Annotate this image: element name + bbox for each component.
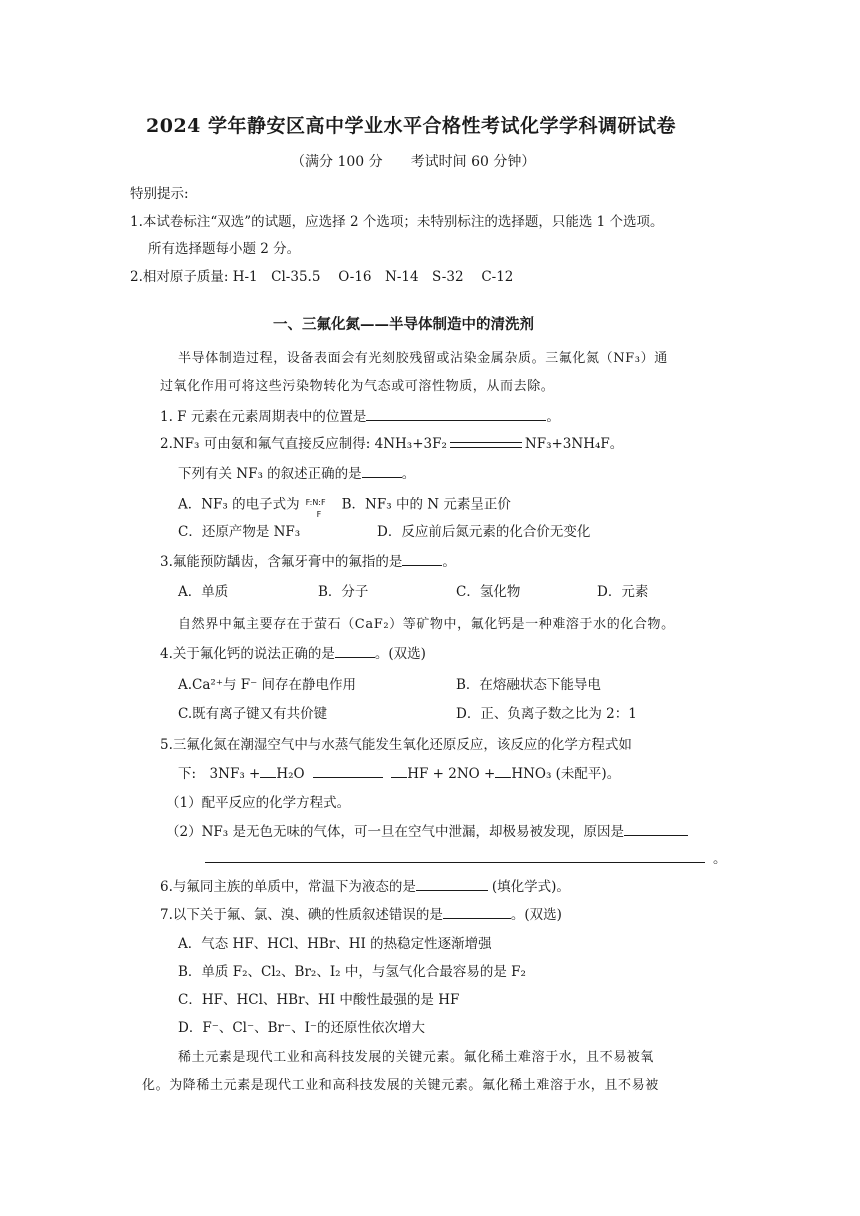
lewis-structure-icon xyxy=(304,492,338,518)
eq-end: HNO₃ (未配平)。 xyxy=(511,766,621,782)
question-7-end: 。(双选) xyxy=(510,907,562,923)
lewis-bottom: F xyxy=(316,510,322,519)
question-6-text: 6.与氟同主族的单质中，常温下为液态的是 xyxy=(160,879,416,895)
question-4-option-c[interactable]: C.既有离子键又有共价键 xyxy=(178,706,328,722)
section-intro-line-2: 过氧化作用可将这些污染物转化为气态或可溶性物质，从而去除。 xyxy=(160,379,555,394)
question-2-stem-text: 下列有关 NF₃ 的叙述正确的是 xyxy=(178,466,362,482)
question-2-options-ab xyxy=(178,492,511,518)
question-5-line-1: 5.三氟化氮在潮湿空气中与水蒸气能发生氧化还原反应，该反应的化学方程式如 xyxy=(160,737,632,753)
question-3-text: 3.氟能预防龋齿，含氟牙膏中的氟指的是 xyxy=(160,554,403,570)
closing-line-1: 稀土元素是现代工业和高科技发展的关键元素。氟化稀土难溶于水，且不易被氧 xyxy=(178,1050,655,1065)
section-heading: 一、三氟化氮——半导体制造中的清洗剂 xyxy=(273,316,534,333)
question-1 xyxy=(160,408,560,426)
question-3 xyxy=(160,553,456,571)
question-3-option-c[interactable]: C．氢化物 xyxy=(456,584,521,600)
question-4-text: 4.关于氟化钙的说法正确的是 xyxy=(160,646,335,662)
question-3-option-d[interactable]: D．元素 xyxy=(597,584,649,600)
question-3-option-a[interactable]: A．单质 xyxy=(178,584,229,600)
note-1-line-1: 1.本试卷标注“双选”的试题，应选择 2 个选项；未特别标注的选择题，只能选 1 个选项。 xyxy=(130,214,664,230)
answer-blank[interactable] xyxy=(624,823,688,836)
question-5-sub-2-end: 。 xyxy=(713,851,727,867)
question-5-sub-2-text: （2）NF₃ 是无色无味的气体，可一旦在空气中泄漏，却极易被发现，原因是 xyxy=(166,824,624,840)
answer-blank[interactable] xyxy=(443,906,511,919)
question-7-option-a[interactable]: A．气态 HF、HCl、HBr、HI 的热稳定性逐渐增强 xyxy=(178,936,492,952)
question-7-option-c[interactable]: C．HF、HCl、HBr、HI 中酸性最强的是 HF xyxy=(178,992,460,1008)
equation-equals-sign xyxy=(450,442,522,448)
question-2-lead xyxy=(160,435,623,453)
answer-blank[interactable] xyxy=(416,878,488,891)
eq-lead: 下: 3NF₃ + xyxy=(178,766,261,782)
page-title: 2024 学年静安区高中学业水平合格性考试化学学科调研试卷 xyxy=(146,115,676,137)
equation-left: 4NH₃+3F₂ xyxy=(374,436,447,452)
question-3-end: 。 xyxy=(442,554,456,570)
question-5-sub-2-continuation xyxy=(205,850,727,868)
answer-blank[interactable] xyxy=(362,465,402,478)
question-7-option-b[interactable]: B．单质 F₂、Cl₂、Br₂、I₂ 中，与氢气化合最容易的是 F₂ xyxy=(178,964,526,980)
coefficient-blank[interactable] xyxy=(391,765,407,778)
question-4-option-b[interactable]: B．在熔融状态下能导电 xyxy=(456,677,601,693)
question-2-stem-end: 。 xyxy=(401,466,416,482)
note-1-line-2: 所有选择题每小题 2 分。 xyxy=(148,241,301,257)
answer-blank[interactable] xyxy=(402,553,442,566)
question-4-option-d[interactable]: D．正、负离子数之比为 2：1 xyxy=(456,706,637,722)
question-5-sub-2 xyxy=(166,823,688,841)
question-7-text: 7.以下关于氟、氯、溴、碘的性质叙述错误的是 xyxy=(160,907,443,923)
equation-arrow-line xyxy=(313,768,383,778)
lewis-top: F:N:F xyxy=(305,498,326,507)
answer-blank[interactable] xyxy=(335,645,375,658)
question-2-text: 2.NF₃ 可由氨和氟气直接反应制得: xyxy=(160,436,371,452)
coefficient-blank[interactable] xyxy=(495,765,511,778)
question-2-stem xyxy=(178,465,415,483)
answer-blank[interactable] xyxy=(366,408,546,421)
section-intro-line-1: 半导体制造过程，设备表面会有光刻胶残留或沾染金属杂质。三氟化氮（NF₃）通 xyxy=(178,351,668,366)
option-a[interactable]: A．NF₃ 的电子式为 xyxy=(178,496,300,513)
coefficient-blank[interactable] xyxy=(260,765,276,778)
question-1-end: 。 xyxy=(546,409,560,425)
context-caf2: 自然界中氟主要存在于萤石（CaF₂）等矿物中，氟化钙是一种难溶于水的化合物。 xyxy=(178,617,675,632)
question-3-option-b[interactable]: B．分子 xyxy=(318,584,369,600)
question-4-option-a[interactable]: A.Ca²⁺与 F⁻ 间存在静电作用 xyxy=(178,677,357,693)
answer-blank[interactable] xyxy=(205,850,705,863)
question-4-end: 。(双选) xyxy=(374,646,426,662)
eq-mid: HF + 2NO + xyxy=(407,766,496,782)
closing-line-2: 化。为降稀土元素是现代工业和高科技发展的关键元素。氟化稀土难溶于水，且不易被 xyxy=(142,1078,659,1093)
question-1-text: 1. F 元素在元素周期表中的位置是 xyxy=(160,409,367,425)
question-6-end: (填化学式)。 xyxy=(491,879,570,895)
question-7-option-d[interactable]: D．F⁻、Cl⁻、Br⁻、I⁻的还原性依次增大 xyxy=(178,1020,426,1036)
question-4 xyxy=(160,645,426,663)
equation-right: NF₃+3NH₄F。 xyxy=(524,436,624,452)
option-b[interactable]: B．NF₃ 中的 N 元素呈正价 xyxy=(341,496,511,513)
notes-heading: 特别提示: xyxy=(130,186,189,202)
question-2-option-d[interactable]: D．反应前后氮元素的化合价无变化 xyxy=(377,524,591,540)
note-2-atomic-masses: 2.相对原子质量: H-1 Cl-35.5 O-16 N-14 S-32 C-12 xyxy=(130,269,514,285)
question-6 xyxy=(160,878,570,896)
page-subtitle: （满分 100 分 考试时间 60 分钟） xyxy=(291,154,536,170)
question-2-option-c[interactable]: C．还原产物是 NF₃ xyxy=(178,524,301,540)
eq-h2o: H₂O xyxy=(276,766,305,782)
question-5-equation xyxy=(178,765,620,783)
question-5-sub-1: （1）配平反应的化学方程式。 xyxy=(166,795,351,811)
question-7 xyxy=(160,906,562,924)
